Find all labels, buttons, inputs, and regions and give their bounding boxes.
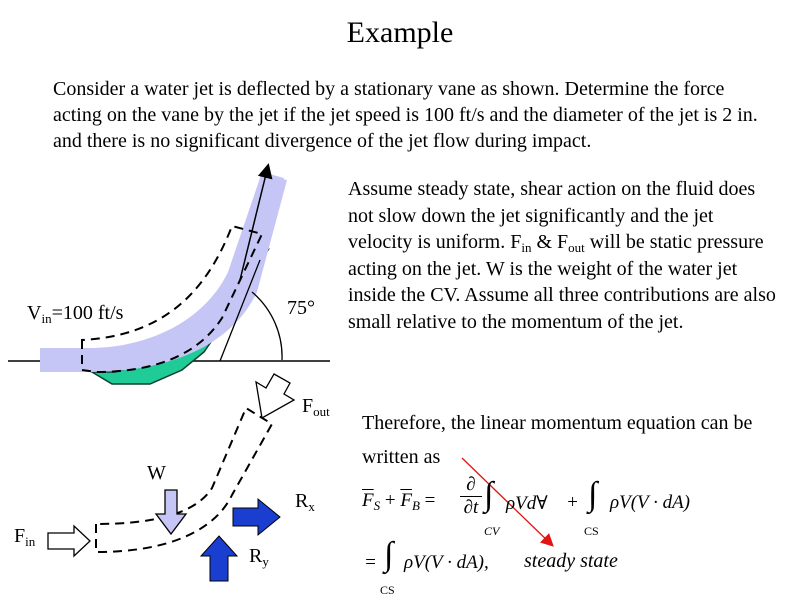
cv-limit: CV xyxy=(484,524,500,538)
rx-label xyxy=(295,490,315,513)
cs-integral-sign: ∫ xyxy=(588,476,598,513)
f-out-sub: out xyxy=(313,404,330,419)
velocity-value: =100 ft/s xyxy=(51,302,124,324)
force-body-symbol: $\overline{F}$ xyxy=(400,490,412,511)
cs-integrand-2: ρV(V · dA), xyxy=(404,552,489,573)
rx-symbol: R xyxy=(295,490,309,512)
cs-limit-2: CS xyxy=(380,583,395,597)
velocity-symbol: V xyxy=(27,302,42,324)
force-surface-symbol: $\overline{F}$ xyxy=(362,490,374,511)
cv-integrand: ρVd∀ xyxy=(506,493,548,514)
assumptions-text xyxy=(348,176,778,335)
angle-arc xyxy=(252,292,282,360)
rx-sub: x xyxy=(308,499,315,514)
partial-numerator: ∂ xyxy=(466,474,476,495)
f-out-label xyxy=(302,395,330,418)
ry-label xyxy=(249,545,269,568)
partial-denominator: ∂t xyxy=(463,497,479,518)
f-in-symbol: F xyxy=(14,525,26,547)
f-out-arrow xyxy=(256,374,294,418)
ry-symbol: R xyxy=(249,545,263,567)
momentum-equation-line1 xyxy=(362,490,435,512)
plus-sign-2: + xyxy=(566,492,579,513)
cs-limit: CS xyxy=(584,524,599,538)
partial-derivative xyxy=(460,474,482,519)
velocity-in-label xyxy=(27,302,123,325)
cs-integral-sign-2: ∫ xyxy=(384,536,394,573)
control-volume-lower xyxy=(96,408,272,552)
f-in-sub: in xyxy=(25,534,36,549)
assumptions-sub-in: in xyxy=(521,240,532,255)
ry-sub: y xyxy=(262,554,269,569)
velocity-sub: in xyxy=(41,311,52,326)
f-in-arrow xyxy=(48,526,90,556)
angle-label: 75° xyxy=(287,297,315,319)
equals-sign-1: = xyxy=(424,490,436,511)
steady-state-label: steady state xyxy=(524,550,618,572)
force-body-sub: B xyxy=(411,498,420,513)
rx-arrow xyxy=(233,499,280,535)
cs-integrand: ρV(V · dA) xyxy=(610,492,690,513)
weight-label: W xyxy=(147,462,166,484)
plus-sign-1: + xyxy=(384,490,396,511)
equals-sign-2: = xyxy=(364,552,377,573)
cv-integral-sign: ∫ xyxy=(484,476,494,513)
assumptions-part3: will be static pressure acting on the jet. W is the weight of the water jet inside the CV. Assume all three contributions are also small relative to the momentum of the jet. xyxy=(348,231,776,333)
force-surface-sub: S xyxy=(373,498,381,513)
f-out-symbol: F xyxy=(302,395,314,417)
problem-statement: Consider a water jet is deflected by a stationary vane as shown. Determine the force acting on the vane by the jet if the jet speed is 100 ft/s and the diameter of the jet is 2 in. and there is no significant divergence of the jet flow during impact. xyxy=(53,78,758,152)
water-jet-body xyxy=(40,172,284,370)
assumptions-part1: Assume steady state, shear action on the fluid does not slow down the jet significantly and the jet velocity is uniform. F xyxy=(348,178,756,253)
assumptions-part2: & F xyxy=(531,231,569,253)
assumptions-sub-out: out xyxy=(568,240,585,255)
conclusion-text: Therefore, the linear momentum equation can be written as xyxy=(362,412,753,468)
page-title: Example xyxy=(346,16,454,49)
f-in-label xyxy=(14,525,35,548)
ry-arrow xyxy=(201,536,237,581)
